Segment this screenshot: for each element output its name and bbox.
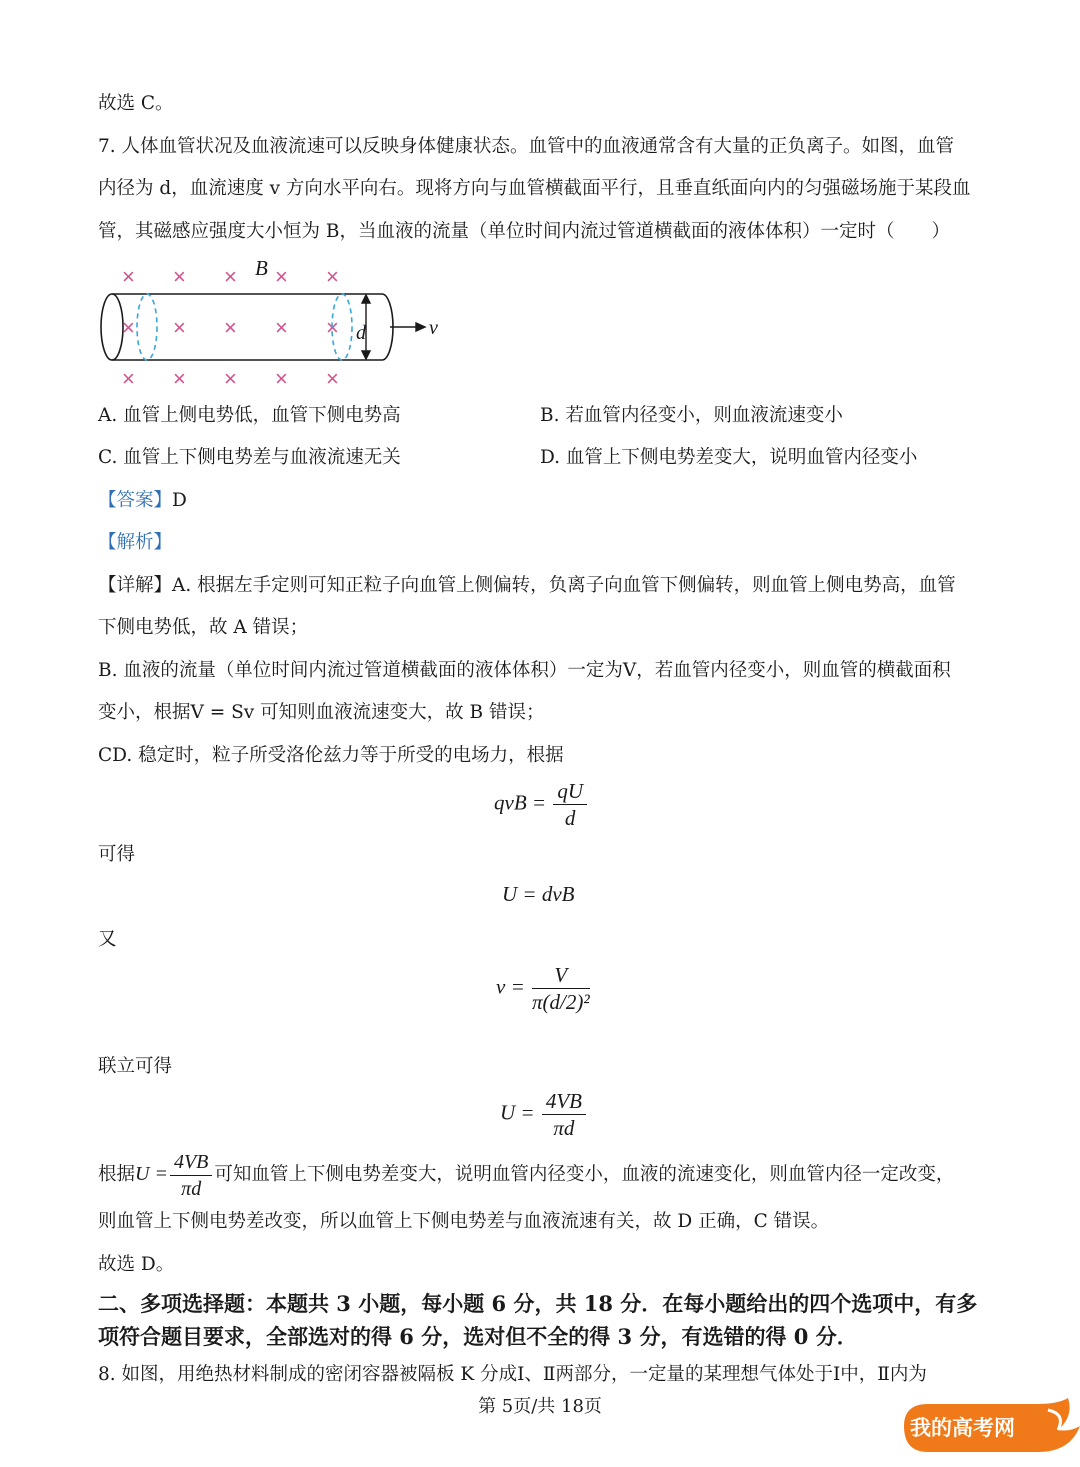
text-line: 可得 [98,844,136,865]
cross-mark: × [173,366,186,391]
equation-udvb: U = dvB [502,882,575,906]
cross-mark: × [326,366,339,391]
velocity-arrow [390,323,425,331]
equation-velocity: v = $\frac{V}{\text{π(d/2)²}}$ [496,963,590,1014]
cross-mark: × [122,315,135,340]
answer-line [98,487,187,515]
equation-result: U = $\frac{4VB}{\pi d}$ [500,1088,588,1141]
cross-mark: × [275,366,288,391]
detail-line: 则血管上下侧电势差改变，所以血管上下侧电势差与血液流速有关，故 D 正确，C 错误。 [98,1211,830,1232]
analysis-tag: 【解析】 [98,532,173,553]
question-8-line: 8. 如图，用绝热材料制成的密闭容器被隔板 K 分成Ⅰ、Ⅱ两部分，一定量的某理想气体处于Ⅰ中，Ⅱ内为 [98,1364,927,1385]
logo-text: 我的高考网 [910,1416,1015,1440]
site-logo [898,1396,1080,1458]
label-v: v [429,317,438,339]
text-line: 故选 D。 [98,1254,175,1275]
answer-tag: 【答案】 [98,490,173,511]
option-c: C. 血管上下侧电势差与血液流速无关 [98,447,401,468]
blood-vessel-figure [95,255,455,395]
cross-mark: × [326,315,339,340]
text-line: 故选 C。 [98,93,174,114]
text-line: 联立可得 [98,1056,173,1077]
detail-line: 下侧电势低，故 A 错误； [98,617,309,638]
cross-section-dashes [137,294,352,360]
detail-line: 【详解】A. 根据左手定则可知正粒子向血管上侧偏转，负离子向血管下侧偏转，则血管上侧电势高，血管 [98,575,956,596]
cross-mark: × [122,366,135,391]
option-b: B. 若血管内径变小，则血液流速变小 [540,405,843,426]
answer-value: D [172,490,187,511]
cross-mark: × [173,264,186,289]
cross-mark: × [224,264,237,289]
question-7-line: 7. 人体血管状况及血液流速可以反映身体健康状态。血管中的血液通常含有大量的正负离子。如图，血管 [98,136,955,157]
cross-mark: × [224,315,237,340]
cross-mark: × [326,264,339,289]
text-line: 又 [98,929,117,950]
label-d: d [356,322,366,344]
cross-mark: × [275,264,288,289]
cross-mark: × [173,315,186,340]
section-heading: 二、多项选择题：本题共 3 小题，每小题 6 分，共 18 分．在每小题给出的四个选项中，有多 [98,1291,978,1316]
magnetic-field-crosses [122,264,339,391]
cross-mark: × [224,366,237,391]
option-a: A. 血管上侧电势低，血管下侧电势高 [98,405,401,426]
cross-mark: × [275,315,288,340]
section-heading: 项符合题目要求，全部选对的得 6 分，选对但不全的得 3 分，有选错的得 0 分． [98,1324,858,1349]
detail-line: CD. 稳定时，粒子所受洛伦兹力等于所受的电场力，根据 [98,745,564,766]
question-7-line: 内径为 d，血流速度 v 方向水平向右。现将方向与血管横截面平行，且垂直纸面向内的匀强磁场施于某段血 [98,178,971,199]
question-7-line: 管，其磁感应强度大小恒为 B，当血液的流量（单位时间内流过管道横截面的液体体积）一定时（ ） [98,221,950,242]
detail-line: B. 血液的流量（单位时间内流过管道横截面的液体体积）一定为V，若血管内径变小，则血管的横截面积 [98,660,951,681]
page-footer: 第 5页/共 18页 [478,1396,602,1417]
detail-line: 变小，根据V = Sv 可知则血液流速变大，故 B 错误； [98,702,545,723]
detail-line: 根据U = $\frac{4VB}{\pi d}$ 可知血管上下侧电势差变大，说明血管内径变小，血液的流速变化，则血管内径一定改变， [98,1150,955,1200]
equation-lorentz: qvB = $\frac{qU}{d}$ [494,778,589,831]
label-B: B [255,256,268,280]
option-d: D. 血管上下侧电势差变大，说明血管内径变小 [540,447,918,468]
cross-mark: × [122,264,135,289]
